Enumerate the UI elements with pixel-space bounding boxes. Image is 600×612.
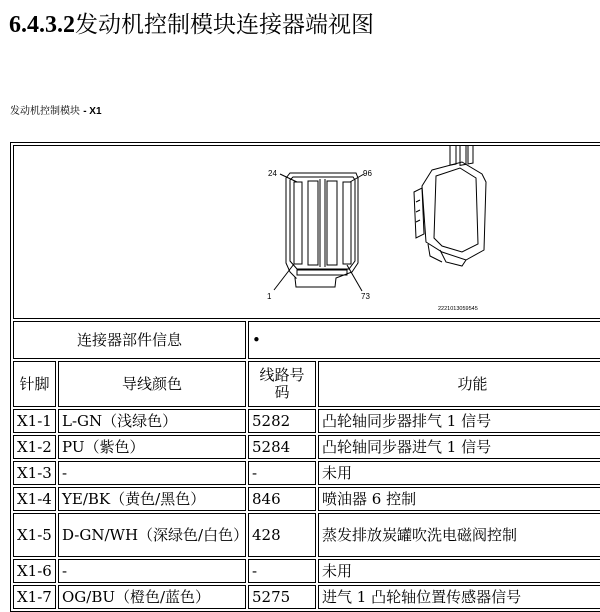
connector-pinout-table	[10, 142, 600, 612]
column-header-wire-color: 导线颜色	[58, 361, 246, 407]
function-cell: 蒸发排放炭罐吹洗电磁阀控制	[318, 513, 600, 557]
pin-label-24: 24	[268, 169, 277, 178]
page-title	[9, 6, 374, 39]
connector-info-bullet: •	[248, 321, 600, 359]
wire-color-cell: OG/BU（橙色/蓝色）	[58, 585, 246, 609]
circuit-cell: 846	[248, 487, 316, 511]
connector-front-inner	[290, 177, 355, 269]
wire-color-cell: L-GN（浅绿色）	[58, 409, 246, 433]
table-row	[13, 487, 600, 511]
circuit-cell: 428	[248, 513, 316, 557]
circuit-cell: -	[248, 559, 316, 583]
pin-cell: X1-2	[13, 435, 56, 459]
section-title: 发动机控制模块连接器端视图	[75, 12, 374, 38]
function-cell: 凸轮轴同步器进气 1 信号	[318, 435, 600, 459]
module-name: 发动机控制模块	[10, 106, 80, 117]
table-row	[13, 461, 600, 485]
section-number: 6.4.3.2	[9, 12, 75, 38]
connector-side-view	[414, 146, 486, 266]
pin-cell: X1-6	[13, 559, 56, 583]
connector-code: - X1	[83, 106, 102, 117]
circuit-cell: -	[248, 461, 316, 485]
column-header-function: 功能	[318, 361, 600, 407]
connector-diagram	[14, 146, 600, 318]
wire-color-cell: YE/BK（黄色/黑色）	[58, 487, 246, 511]
connector-info-label: 连接器部件信息	[13, 321, 246, 359]
wire-color-cell: PU（紫色）	[58, 435, 246, 459]
table-row	[13, 435, 600, 459]
function-cell: 凸轮轴同步器排气 1 信号	[318, 409, 600, 433]
pin-label-73: 73	[361, 292, 370, 301]
function-cell: 喷油器 6 控制	[318, 487, 600, 511]
pin-cell: X1-1	[13, 409, 56, 433]
table-row	[13, 409, 600, 433]
connector-diagram-cell	[13, 145, 600, 319]
pin-label-96: 96	[363, 169, 372, 178]
wire-color-cell: -	[58, 461, 246, 485]
wire-color-cell: D-GN/WH（深绿色/白色）	[58, 513, 246, 557]
column-header-pin: 针脚	[13, 361, 56, 407]
function-cell: 未用	[318, 559, 600, 583]
pin-cell: X1-3	[13, 461, 56, 485]
pin-cell: X1-5	[13, 513, 56, 557]
figure-id: 2221013059545	[438, 306, 478, 312]
table-row	[13, 585, 600, 609]
circuit-cell: 5282	[248, 409, 316, 433]
function-cell: 进气 1 凸轮轴位置传感器信号	[318, 585, 600, 609]
connector-subtitle	[10, 102, 102, 117]
table-row	[13, 559, 600, 583]
table-row	[13, 513, 600, 557]
circuit-cell: 5284	[248, 435, 316, 459]
pin-cell: X1-7	[13, 585, 56, 609]
wire-color-cell: -	[58, 559, 246, 583]
circuit-cell: 5275	[248, 585, 316, 609]
pin-cell: X1-4	[13, 487, 56, 511]
pin-label-1: 1	[267, 292, 272, 301]
column-header-circuit: 线路号码	[248, 361, 316, 407]
leader-line-1	[274, 264, 294, 290]
function-cell: 未用	[318, 461, 600, 485]
